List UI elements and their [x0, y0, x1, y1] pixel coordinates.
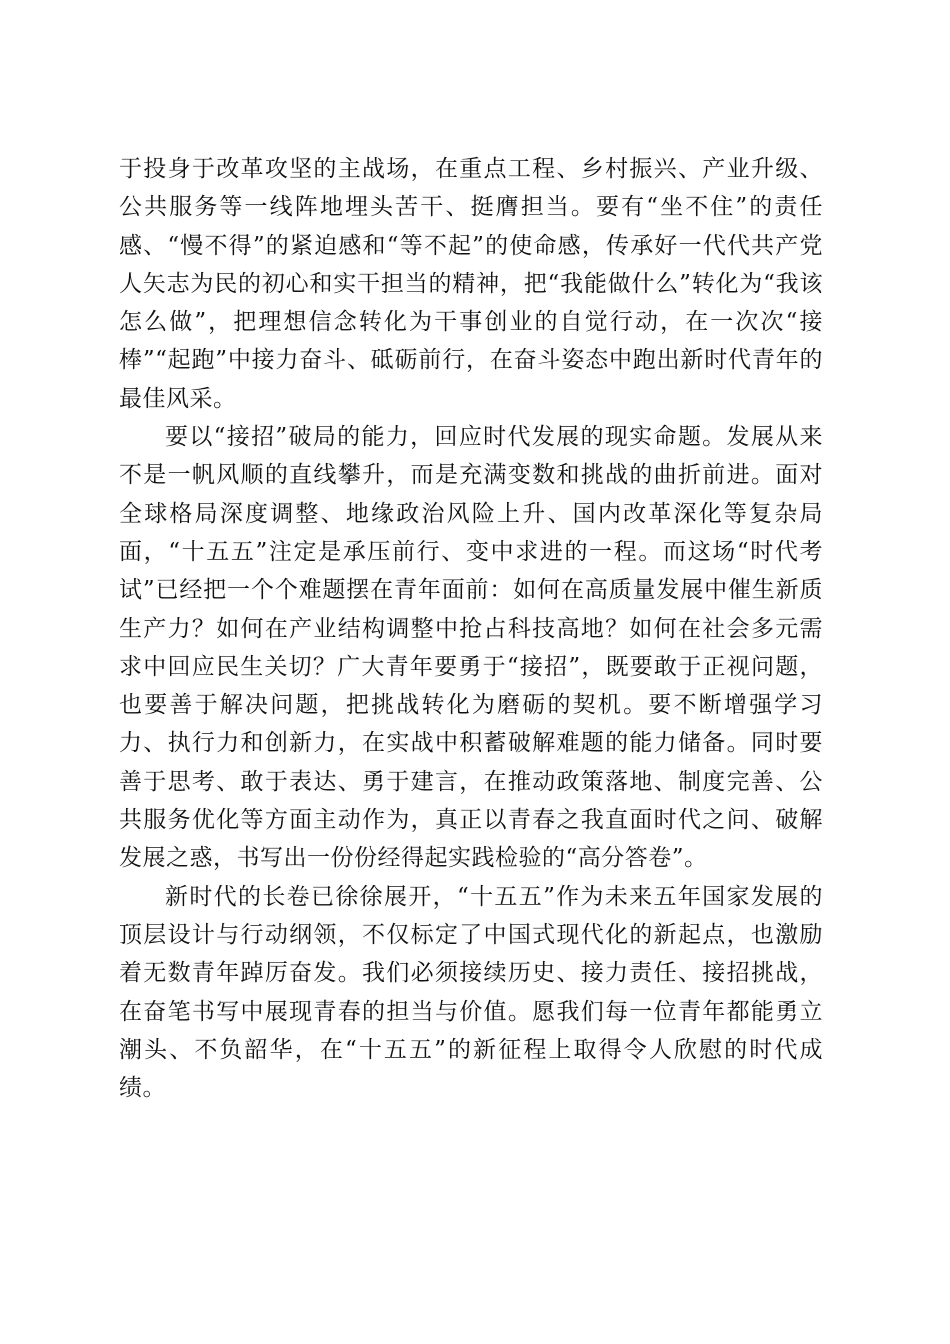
paragraph-conclusion: 新时代的长卷已徐徐展开，“十五五”作为未来五年国家发展的顶层设计与行动纲领，不仅标定了中国式现代化的新起点，也激励着无数青年踔厉奋发。我们必须接续历史、接力责任、接招挑战，在奋笔书写中展现青春的担当与价值。愿我们每一位青年都能勇立潮头、不负韶华，在“十五五”的新征程上取得令人欣慰的时代成绩。 — [119, 883, 823, 1102]
paragraph-meeting-challenges: 要以“接招”破局的能力，回应时代发展的现实命题。发展从来不是一帆风顺的直线攀升，而是充满变数和挑战的曲折前进。面对全球格局深度调整、地缘政治风险上升、国内改革深化等复杂局面，“十五五”注定是承压前行、变中求进的一程。而这场“时代考试”已经把一个个难题摆在青年面前：如何在高质量发展中催生新质生产力？如何在产业结构调整中抢占科技高地？如何在社会多元需求中回应民生关切？广大青年要勇于“接招”，既要敢于正视问题，也要善于解决问题，把挑战转化为磨砺的契机。要不断增强学习力、执行力和创新力，在实战中积蓄破解难题的能力储备。同时要善于思考、敢于表达、勇于建言，在推动政策落地、制度完善、公共服务优化等方面主动作为，真正以青春之我直面时代之问、破解发展之惑，书写出一份份经得起实践检验的“高分答卷”。 — [119, 424, 823, 872]
paragraph-continuation: 于投身于改革攻坚的主战场，在重点工程、乡村振兴、产业升级、公共服务等一线阵地埋头苦干、挺膺担当。要有“坐不住”的责任感、“慢不得”的紧迫感和“等不起”的使命感，传承好一代代共产党人矢志为民的初心和实干担当的精神，把“我能做什么”转化为“我该怎么做”，把理想信念转化为干事创业的自觉行动，在一次次“接棒”“起跑”中接力奋斗、砥砺前行，在奋斗姿态中跑出新时代青年的最佳风采。 — [119, 156, 823, 412]
document-body — [119, 150, 823, 1107]
